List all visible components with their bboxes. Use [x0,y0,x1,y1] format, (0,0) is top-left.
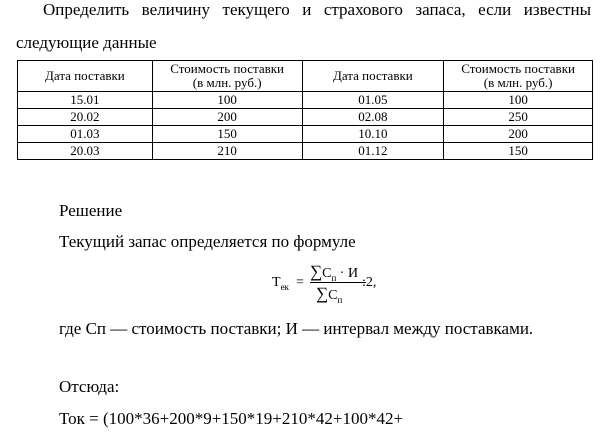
formula-lhs-subscript: ек [280,281,289,292]
formula-tail: :2, [362,275,377,290]
table-cell: 20.02 [18,109,153,126]
header-date-1: Дата поставки [18,61,153,92]
solution-heading: Решение [59,201,123,220]
intro-line-2: следующие данные [16,33,157,52]
table-cell: 200 [152,109,302,126]
fraction-bar [310,282,366,283]
header-cost-2 [444,61,593,92]
formula-lhs [272,275,289,292]
definitions-line: где Сп — стоимость поставки; И — интервал между поставками. [59,319,534,338]
header-cost-2-text: Стоимость поставки (в млн. руб.) [461,61,575,90]
intro-line-1: Определить величину текущего и страхового запаса, если известны [43,0,591,19]
table-cell: 210 [152,143,302,160]
header-cost-1 [152,61,302,92]
table-cell: 250 [444,109,593,126]
table-cell: 20.03 [18,143,153,160]
formula-intro: Текущий запас определяется по формуле [59,232,356,251]
sum-symbol: ∑ [316,284,329,303]
table-cell: 150 [444,143,593,160]
formula-lhs-symbol: Т [272,275,281,290]
table-cell: 02.08 [302,109,444,126]
table-cell: 01.12 [302,143,444,160]
formula-denominator [316,284,342,305]
hence-line: Отсюда: [59,377,120,396]
formula-equals: = [296,275,304,290]
table-header-row [18,61,593,92]
table-cell: 150 [152,126,302,143]
numerator-symbol: С [322,266,332,281]
table-row [18,109,593,126]
table-cell: 100 [152,92,302,109]
delivery-table [17,60,593,160]
table-row [18,126,593,143]
table-cell: 10.10 [302,126,444,143]
numerator-subscript: п [331,272,337,283]
table-cell: 100 [444,92,593,109]
formula-numerator [310,262,358,283]
denominator-symbol: С [328,288,338,303]
header-cost-1-text: Стоимость поставки (в млн. руб.) [170,61,285,90]
sum-symbol: ∑ [310,262,323,281]
table-row [18,143,593,160]
table-cell: 15.01 [18,92,153,109]
header-date-2: Дата поставки [302,61,444,92]
table-cell: 200 [444,126,593,143]
numerator-tail: · И [336,266,359,281]
table-cell: 01.05 [302,92,444,109]
table-row [18,92,593,109]
denominator-subscript: п [337,294,343,305]
table-cell: 01.03 [18,126,153,143]
calculation-line: Ток = (100*36+200*9+150*19+210*42+100*42+ [59,409,404,428]
